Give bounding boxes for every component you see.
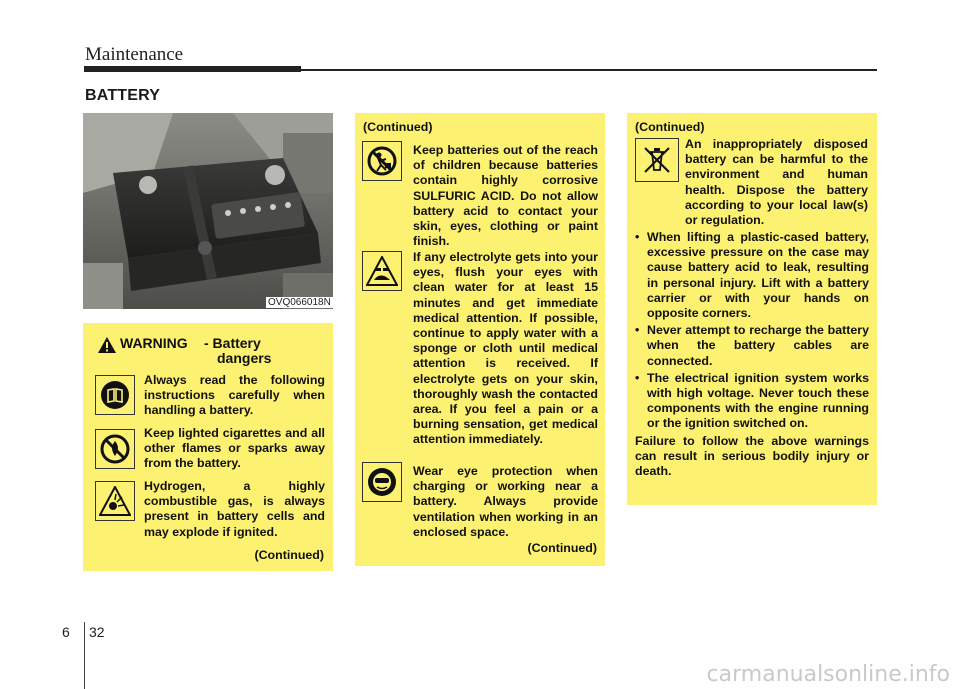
battery-illustration bbox=[83, 113, 333, 309]
header-rule-thick bbox=[84, 66, 301, 72]
bullet-item: • The electrical ignition system works with high voltage. Never touch these components with the engine running or the ignition switched on. bbox=[635, 370, 869, 431]
warning-subtitle-line1: - Battery bbox=[204, 335, 261, 351]
bullet-text: When lifting a plastic-cased battery, excessive pressure on the case may cause battery acid to leak, resulting in personal injury. Lift with a battery carrier or with your hands on opposite corners. bbox=[647, 230, 869, 321]
acid-hazard-icon bbox=[362, 251, 402, 291]
no-flame-icon bbox=[95, 429, 135, 469]
chapter-number: 6 bbox=[62, 624, 70, 640]
header-rule-thin bbox=[300, 69, 877, 71]
warning-triangle-icon bbox=[98, 337, 116, 353]
middle-item-3: Wear eye protection when charging or working near a battery. Always provide ventilation when working in an enclosed space. bbox=[413, 464, 598, 539]
running-header: Maintenance bbox=[85, 44, 184, 65]
bullet-item: • When lifting a plastic-cased battery, excessive pressure on the case may cause battery acid to leak, resulting in personal injury. Lift with a battery carrier or with your hands on opposite corners. bbox=[635, 230, 869, 321]
explosive-gas-icon bbox=[95, 481, 135, 521]
warning-item-2: Keep lighted cigarettes and all other flames or sparks away from the battery. bbox=[144, 426, 325, 471]
middle-panel bbox=[355, 113, 605, 566]
continued-label-top: (Continued) bbox=[363, 120, 433, 134]
section-title: BATTERY bbox=[85, 87, 161, 104]
bullet-item: • Never attempt to recharge the battery when the battery cables are connected. bbox=[635, 323, 869, 368]
warning-panel bbox=[83, 323, 333, 571]
page-number: 32 bbox=[89, 624, 105, 640]
no-trash-bin-icon bbox=[635, 138, 679, 182]
keep-away-children-icon bbox=[362, 141, 402, 181]
bullet-list bbox=[635, 230, 869, 479]
warning-item-3: Hydrogen, a highly combustible gas, is always present in battery cells and may explode if ignited. bbox=[144, 479, 325, 539]
watermark: carmanualsonline.info bbox=[706, 662, 950, 687]
continued-label: (Continued) bbox=[254, 548, 324, 562]
bullet-text: Never attempt to recharge the battery when the battery cables are connected. bbox=[647, 323, 869, 368]
warning-label: WARNING bbox=[120, 335, 188, 351]
disposal-warning: An inappropriately disposed battery can be harmful to the environment and human health. Dispose the battery according to your local law(s) or regulation. bbox=[685, 137, 868, 228]
warning-item-1: Always read the following instructions carefully when handling a battery. bbox=[144, 373, 325, 418]
photo-caption: OVQ066018N bbox=[268, 297, 331, 308]
warning-subtitle-line2: dangers bbox=[217, 350, 272, 366]
continued-label-bottom: (Continued) bbox=[527, 541, 597, 555]
middle-item-1: Keep batteries out of the reach of children because batteries contain highly corrosive SULFURIC ACID. Do not allow battery acid to contact your skin, eyes, clothing or paint finish. bbox=[413, 143, 598, 249]
continued-label-top: (Continued) bbox=[635, 120, 705, 134]
eye-protection-icon bbox=[362, 462, 402, 502]
right-panel bbox=[627, 113, 877, 505]
middle-item-2: If any electrolyte gets into your eyes, flush your eyes with clean water for at least 15 minutes and get immediate medical attention. If possible, continue to apply water with a sponge or cloth until medical attention is received. If electrolyte gets on your skin, thoroughly wash the contacted area. If you feel a pain or a burning sensation, get medical attention immediately. bbox=[413, 250, 598, 447]
read-manual-icon bbox=[95, 375, 135, 415]
closing-warning: Failure to follow the above warnings can result in serious bodily injury or death. bbox=[635, 433, 869, 479]
battery-photo bbox=[83, 113, 333, 309]
bullet-text: The electrical ignition system works with high voltage. Never touch these components with the engine running or the ignition switched on. bbox=[647, 370, 869, 431]
footer-divider bbox=[84, 622, 85, 689]
